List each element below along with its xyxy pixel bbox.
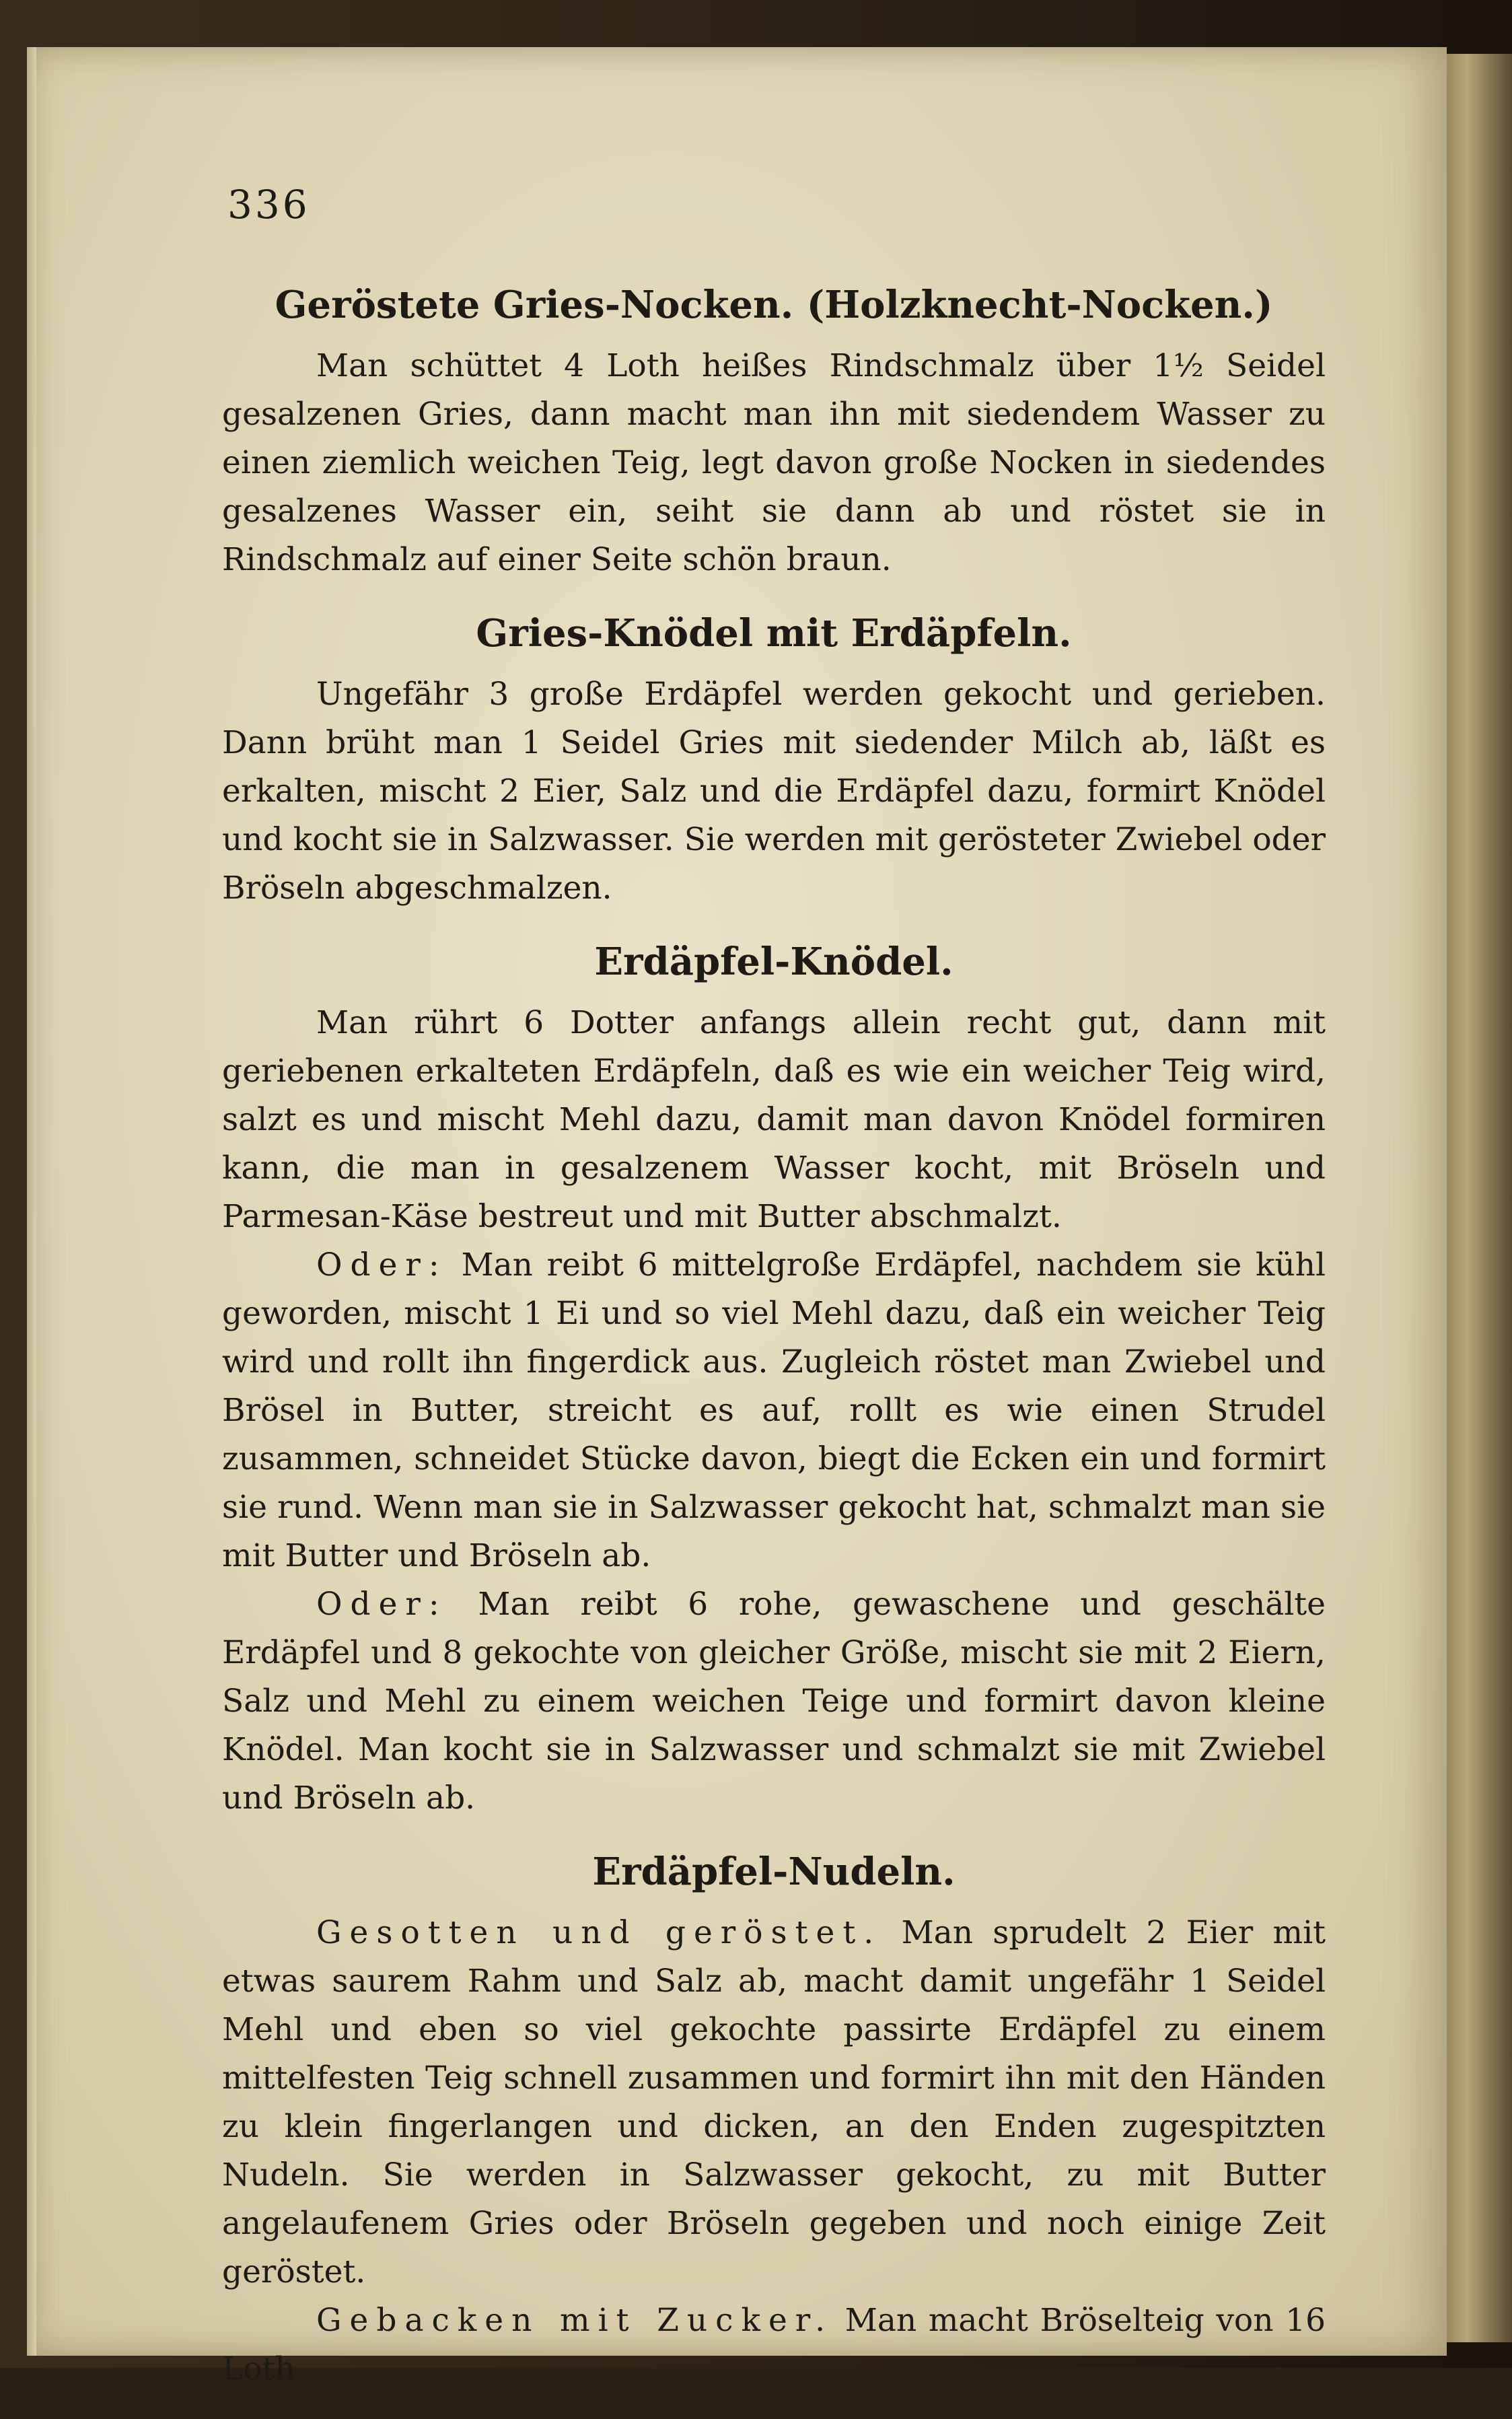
paragraph-text: Man schüttet 4 Loth heißes Rindschmalz über 1½ Seidel gesalzenen Gries, dann macht man ihn mit siedendem Wasser zu einen ziemlich weichen Teig, legt davon große Nocken in siedendes gesalzenes Wasser ein, seiht sie dann ab und röstet sie in Rindschmalz auf einer Seite schön braun.	[222, 347, 1326, 578]
recipe-section	[222, 938, 1326, 1823]
recipe-heading: Gries-Knödel mit Erdäpfeln.	[476, 611, 1072, 656]
recipe-paragraph	[222, 342, 1326, 584]
recipe-section	[222, 1848, 1326, 2393]
page-edge	[27, 47, 36, 2356]
paragraph-lead: Gebacken mit Zucker.	[316, 2302, 834, 2339]
recipe-paragraph	[222, 1580, 1326, 1823]
recipe-heading: Geröstete Gries-Nocken. (Holzknecht-Nocken.)	[275, 283, 1273, 327]
paragraph-text: Ungefähr 3 große Erdäpfel werden gekocht und gerieben. Dann brüht man 1 Seidel Gries mit siedender Milch ab, läßt es erkalten, mischt 2 Eier, Salz und die Erdäpfel dazu, formirt Knödel und kocht sie in Salzwasser. Sie werden mit gerösteter Zwiebel oder Bröseln abgeschmalzen.	[222, 676, 1326, 907]
paragraph-text: Man reibt 6 mittelgroße Erdäpfel, nachdem sie kühl geworden, mischt 1 Ei und so viel Mehl dazu, daß ein weicher Teig wird und rollt ihn fingerdick aus. Zugleich röstet man Zwiebel und Brösel in Butter, streicht es auf, rollt es wie einen Strudel zusammen, schneidet Stücke davon, biegt die Ecken ein und formirt sie rund. Wenn man sie in Salzwasser gekocht hat, schmalzt man sie mit Butter und Bröseln ab.	[222, 1247, 1326, 1574]
recipe-heading: Erdäpfel-Knödel.	[594, 940, 953, 984]
page-content	[222, 182, 1326, 2419]
recipe-paragraph	[222, 1241, 1326, 1580]
paragraph-text: Man macht Bröselteig von 16 Loth	[222, 2302, 1326, 2387]
recipe-section	[222, 281, 1326, 584]
paragraph-text: Man rührt 6 Dotter anfangs allein recht gut, dann mit geriebenen erkalteten Erdäpfeln, daß es wie ein weicher Teig wird, salzt es und mischt Mehl dazu, damit man davon Knödel formiren kann, die man in gesalzenem Wasser kocht, mit Bröseln und Parmesan-Käse bestreut und mit Butter abschmalzt.	[222, 1004, 1326, 1235]
recipe-paragraph	[222, 2297, 1326, 2393]
recipe-paragraph	[222, 1909, 1326, 2297]
recipe-paragraph	[222, 670, 1326, 913]
book-spine	[1437, 54, 1512, 2342]
recipe-paragraph	[222, 999, 1326, 1241]
paragraph-text: Man reibt 6 rohe, gewaschene und geschälte Erdäpfel und 8 gekochte von gleicher Größe, mischt sie mit 2 Eiern, Salz und Mehl zu einem weichen Teige und formirt davon kleine Knödel. Man kocht sie in Salzwasser und schmalzt sie mit Zwiebel und Bröseln ab.	[222, 1586, 1326, 1817]
paragraph-lead: Oder:	[316, 1247, 447, 1284]
page-number: 336	[227, 182, 310, 227]
paragraph-lead: Oder:	[316, 1586, 447, 1623]
paragraph-text: Man sprudelt 2 Eier mit etwas saurem Rahm und Salz ab, macht damit ungefähr 1 Seidel Mehl und eben so viel gekochte passirte Erdäpfel zu einem mittelfesten Teig schnell zusammen und formirt ihn mit den Händen zu klein fingerlangen und dicken, an den Enden zugespitzten Nudeln. Sie werden in Salzwasser gekocht, zu mit Butter angelaufenem Gries oder Bröseln gegeben und noch einige Zeit geröstet.	[222, 1914, 1326, 2290]
paragraph-lead: Gesotten und geröstet.	[316, 1914, 882, 1951]
recipe-heading: Erdäpfel-Nudeln.	[592, 1850, 956, 1894]
recipe-section	[222, 610, 1326, 913]
